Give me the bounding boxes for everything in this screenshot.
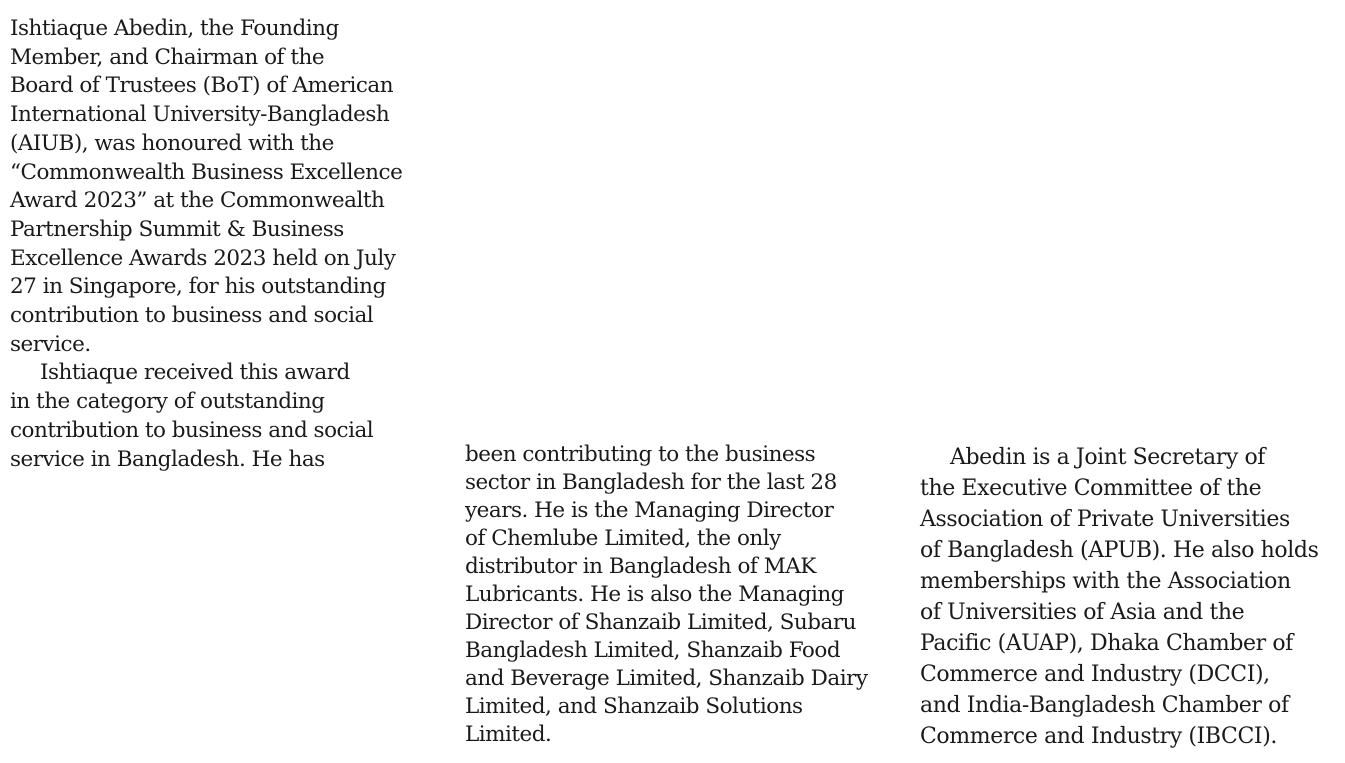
text-line: Ishtiaque Abedin, the Founding [10, 16, 339, 41]
text-line: International University-Bangladesh [10, 102, 390, 128]
text-line: Association of Private Universities [920, 507, 1290, 532]
text-line: Limited. [465, 722, 552, 747]
text-line: Director of Shanzaib Limited, Subaru [465, 610, 856, 635]
text-line: Member, and Chairman of the [10, 44, 325, 70]
text-line: of Bangladesh (APUB). He also holds [920, 538, 1319, 563]
text-line: Pacific (AUAP), Dhaka Chamber of [920, 631, 1293, 656]
text-line: Excellence Awards 2023 held on July [10, 245, 396, 271]
text-line: and Beverage Limited, Shanzaib Dairy [465, 666, 868, 691]
text-line: been contributing to the business [465, 442, 816, 467]
text-line: Bangladesh Limited, Shanzaib Food [465, 638, 841, 663]
article-column-1 [10, 15, 402, 474]
text-line: memberships with the Association [920, 569, 1291, 594]
text-line: contribution to business and social [10, 303, 374, 329]
text-line: sector in Bangladesh for the last 28 [465, 470, 837, 495]
text-line: Lubricants. He is also the Managing [465, 582, 844, 607]
text-line: “Commonwealth Business Excellence [10, 159, 403, 185]
text-line: 27 in Singapore, for his outstanding [10, 274, 386, 300]
text-line: service in Bangladesh. He has [10, 446, 325, 472]
text-line: in the category of outstanding [10, 389, 325, 415]
text-line: Board of Trustees (BoT) of American [10, 73, 394, 99]
text-line: Commerce and Industry (IBCCI). [920, 724, 1277, 749]
article-column-3 [920, 442, 1319, 752]
text-line: (AIUB), was honoured with the [10, 130, 334, 156]
text-line: Award 2023” at the Commonwealth [10, 188, 385, 214]
text-line: years. He is the Managing Director [465, 498, 834, 523]
text-line: distributor in Bangladesh of MAK [465, 554, 816, 579]
text-line: of Chemlube Limited, the only [465, 526, 781, 551]
text-line: Ishtiaque received this award [40, 360, 350, 386]
text-line: Limited, and Shanzaib Solutions [465, 694, 803, 719]
text-line: the Executive Committee of the [920, 476, 1262, 501]
text-line: Partnership Summit & Business [10, 216, 344, 242]
text-line: Commerce and Industry (DCCI), [920, 662, 1270, 687]
text-line: and India-Bangladesh Chamber of [920, 693, 1289, 718]
article-column-2 [465, 441, 868, 749]
text-line: contribution to business and social [10, 417, 374, 443]
text-line: Abedin is a Joint Secretary of [950, 445, 1266, 470]
text-line: service. [10, 331, 91, 357]
text-line: of Universities of Asia and the [920, 600, 1245, 625]
